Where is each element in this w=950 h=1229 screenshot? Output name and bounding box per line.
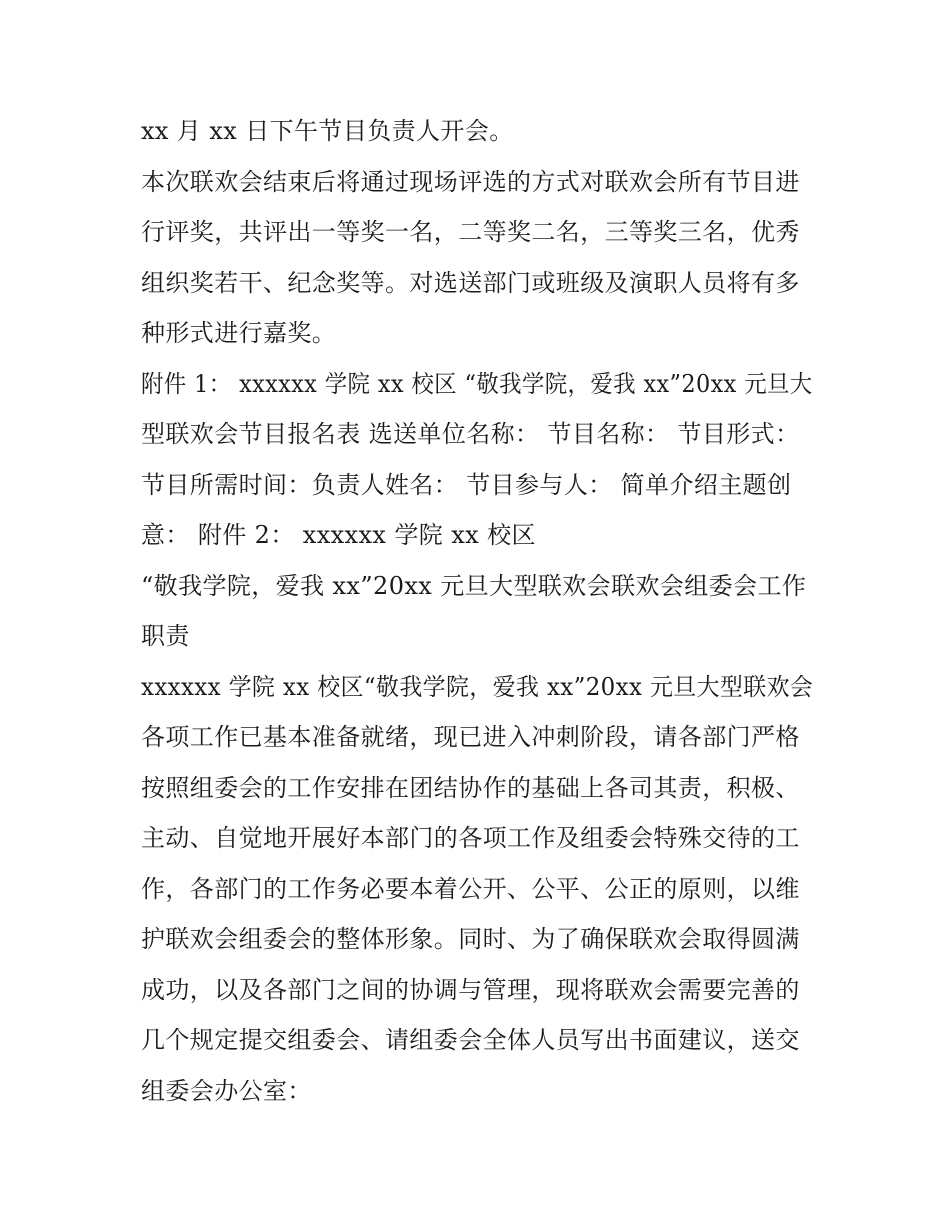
- text-line: xxxxxx 学院 xx 校区“敬我学院，爱我 xx”20xx 元旦大型联欢会: [141, 673, 814, 701]
- text-line: 几个规定提交组委会、请组委会全体人员写出书面建议，送交: [141, 1026, 800, 1054]
- text-line: 作，各部门的工作务必要本着公开、公平、公正的原则，以维: [141, 875, 800, 903]
- text-line: 种形式进行嘉奖。: [141, 319, 337, 347]
- text-line: 按照组委会的工作安排在团结协作的基础上各司其责，积极、: [141, 774, 800, 802]
- text-line: 职责: [141, 622, 190, 650]
- text-line: 本次联欢会结束后将通过现场评选的方式对联欢会所有节目进: [141, 168, 800, 196]
- text-line: xx 月 xx 日下午节目负责人开会。: [141, 117, 514, 145]
- text-line: 主动、自觉地开展好本部门的各项工作及组委会特殊交待的工: [141, 824, 800, 852]
- text-line: 成功，以及各部门之间的协调与管理，现将联欢会需要完善的: [141, 976, 800, 1004]
- text-line: 节目所需时间：负责人姓名： 节目参与人： 简单介绍主题创: [141, 471, 792, 499]
- text-line: “敬我学院，爱我 xx”20xx 元旦大型联欢会联欢会组委会工作: [141, 572, 807, 600]
- text-line: 各项工作已基本准备就绪，现已进入冲刺阶段，请各部门严格: [141, 723, 800, 751]
- text-line: 组委会办公室：: [141, 1077, 312, 1105]
- text-line: 组织奖若干、纪念奖等。对选送部门或班级及演职人员将有多: [141, 269, 800, 297]
- text-line: 型联欢会节目报名表 选送单位名称： 节目名称： 节目形式：: [141, 420, 800, 448]
- text-line: 附件 1： xxxxxx 学院 xx 校区 “敬我学院，爱我 xx”20xx 元旦大: [141, 370, 813, 398]
- text-line: 意： 附件 2： xxxxxx 学院 xx 校区: [141, 521, 536, 549]
- text-line: 行评奖，共评出一等奖一名，二等奖二名，三等奖三名，优秀: [141, 218, 800, 246]
- text-line: 护联欢会组委会的整体形象。同时、为了确保联欢会取得圆满: [141, 925, 800, 953]
